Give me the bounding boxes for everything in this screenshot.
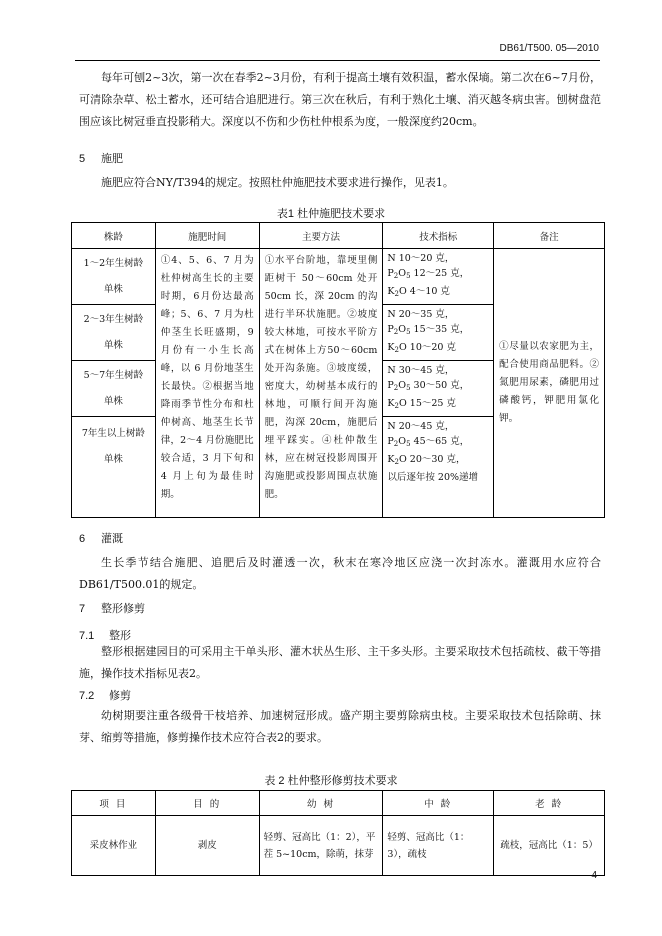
age-cell (72, 249, 156, 305)
section-number: 5 (79, 153, 86, 165)
index-cell (383, 305, 494, 361)
column-header: 备注 (494, 223, 605, 249)
paragraph-shaping: 整形根据建园目的可采用主干单头形、灌木状丛生形、主干多头形。主要采取技术包括疏枝、截干等措施，操作技术指标见表2。 (79, 645, 601, 680)
column-header: 中 龄 (383, 791, 494, 816)
section-title: 修剪 (109, 690, 131, 702)
index-k: $K_2O$ 4～10 克 (387, 286, 450, 298)
mid-age-cell: 轻剪、冠高比（1：3），疏枝 (383, 816, 494, 876)
index-p: $P_2O_5$ 30～50 克， (387, 380, 470, 392)
age-unit: 单株 (103, 395, 123, 407)
section-title: 整形 (109, 630, 131, 642)
index-n: N 20～35 克， (387, 309, 455, 320)
column-header: 幼 树 (259, 791, 383, 816)
index-n: N 30～45 克， (387, 365, 455, 376)
age-unit: 单株 (103, 339, 123, 351)
index-p: $P_2O_5$ 12～25 克， (387, 268, 470, 280)
section-7-heading (79, 600, 145, 616)
index-increment: 以后逐年按 20%递增 (387, 472, 479, 483)
section-number: 7.2 (79, 690, 95, 702)
column-header: 技术指标 (383, 223, 494, 249)
age-cell (72, 361, 156, 417)
table-header-row (72, 791, 605, 816)
index-p: $P_2O_5$ 15～35 克， (387, 324, 470, 336)
section-number: 7.1 (79, 630, 95, 642)
section-number: 6 (79, 533, 86, 545)
young-cell: 轻剪、冠高比（1：2），平茬 5~10cm，除萌，抹芽 (259, 816, 383, 876)
table-row (72, 816, 605, 876)
purpose-cell: 剥皮 (155, 816, 259, 876)
fertilization-time-cell: ①4、5、6、7 月为杜仲树高生长的主要时期，6月份达最高峰；5、6、7 月为杜仲茎生长旺盛期，9 月份有一小生长高峰，以 6 月份地茎生长最快。②根据当地降雨季节性分布和杜仲树高、地茎生长节律，2～4 月份施肥比较合适，3 月下旬和 4 月上旬为最佳时期。 (155, 249, 259, 518)
old-age-cell: 疏枝，冠高比（1：5） (494, 816, 605, 876)
notes-cell: ①尽量以农家肥为主，配合使用商品肥料。②氮肥用尿素，磷肥用过磷酸钙，钾肥用氯化钾。 (494, 249, 605, 518)
item-cell: 采皮林作业 (72, 816, 156, 876)
age-unit: 单株 (103, 454, 123, 465)
column-header: 施肥时间 (155, 223, 259, 249)
column-header: 株龄 (72, 223, 156, 249)
age-label: 1～2年生树龄 (83, 257, 144, 269)
column-header: 目 的 (155, 791, 259, 816)
method-cell: ①水平台阶地，靠埂里侧距树干 50～60cm 处开50cm 长，深 20cm 的沟进行半环状施肥。②坡度较大林地，可按水平阶方式在树体上方50～60cm 处开沟条施。③坡度缓，密度大，幼树基本成行的林地，可顺行间开沟施肥，沟深 20cm，施肥后埋平踩实。④杜仲散生林，应在树冠投影周围开沟施肥或投影周围点状施肥。 (259, 249, 383, 518)
page-number: 4 (591, 870, 597, 881)
index-k: $K_2O$ 15～25 克 (387, 398, 456, 410)
index-p: $P_2O_5$ 45～65 克， (387, 436, 470, 448)
table1-caption: 表1 杜仲施肥技术要求 (276, 208, 386, 220)
index-n: N 10～20 克， (387, 253, 455, 264)
pruning-table (71, 790, 605, 876)
paragraph-irrigation: 生长季节结合施肥、追肥后及时灌透一次，秋末在寒冷地区应浇一次封冻水。灌溉用水应符合DB61/T500.01的规定。 (79, 556, 601, 591)
paragraph-fertilization: 施肥应符合NY/T394的规定。按照杜仲施肥技术要求进行操作，见表1。 (101, 176, 454, 189)
index-cell (383, 417, 494, 518)
table2-caption: 表 2 杜仲整形修剪技术要求 (264, 775, 398, 787)
header-rule (75, 60, 600, 61)
age-cell (72, 417, 156, 518)
age-label: 5～7年生树龄 (83, 369, 144, 381)
fertilization-table (71, 222, 605, 518)
column-header: 项 目 (72, 791, 156, 816)
age-cell (72, 305, 156, 361)
section-7-2-heading (79, 687, 131, 703)
age-label: 7年生以上树龄 (81, 428, 145, 439)
section-title: 整形修剪 (101, 603, 145, 615)
paragraph-pruning: 幼树期要注重各级骨干枝培养、加速树冠形成。盛产期主要剪除病虫枝。主要采取技术包括除萌、抹芽、缩剪等措施，修剪操作技术应符合表2的要求。 (79, 709, 601, 744)
section-number: 7 (79, 603, 86, 615)
paragraph-tillage: 每年可刨2~3次，第一次在春季2~3月份，有利于提高土壤有效积温，蓄水保墒。第二次在6~7月份，可清除杂草、松土蓄水，还可结合追肥进行。第三次在秋后，有利于熟化土壤、消灭越冬病虫害。刨树盘范围应该比树冠垂直投影稍大。深度以不伤和少伤杜仲根系为度，一般深度约20cm。 (79, 71, 601, 128)
index-k: $K_2O$ 20～30 克， (387, 454, 466, 466)
table-row (72, 249, 605, 305)
column-header: 主要方法 (259, 223, 383, 249)
section-6-heading (79, 530, 123, 546)
section-title: 灌溉 (101, 533, 123, 545)
index-k: $K_2O$ 10～20 克 (387, 342, 456, 354)
section-title: 施肥 (101, 153, 123, 165)
section-5-heading (79, 150, 123, 166)
index-cell (383, 249, 494, 305)
standard-number: DB61/T500. 05—2010 (499, 43, 599, 54)
column-header: 老 龄 (494, 791, 605, 816)
age-label: 2～3年生树龄 (83, 313, 144, 325)
table-header-row (72, 223, 605, 249)
index-cell (383, 361, 494, 417)
index-n: N 20～45 克， (387, 421, 455, 432)
age-unit: 单株 (103, 283, 123, 295)
